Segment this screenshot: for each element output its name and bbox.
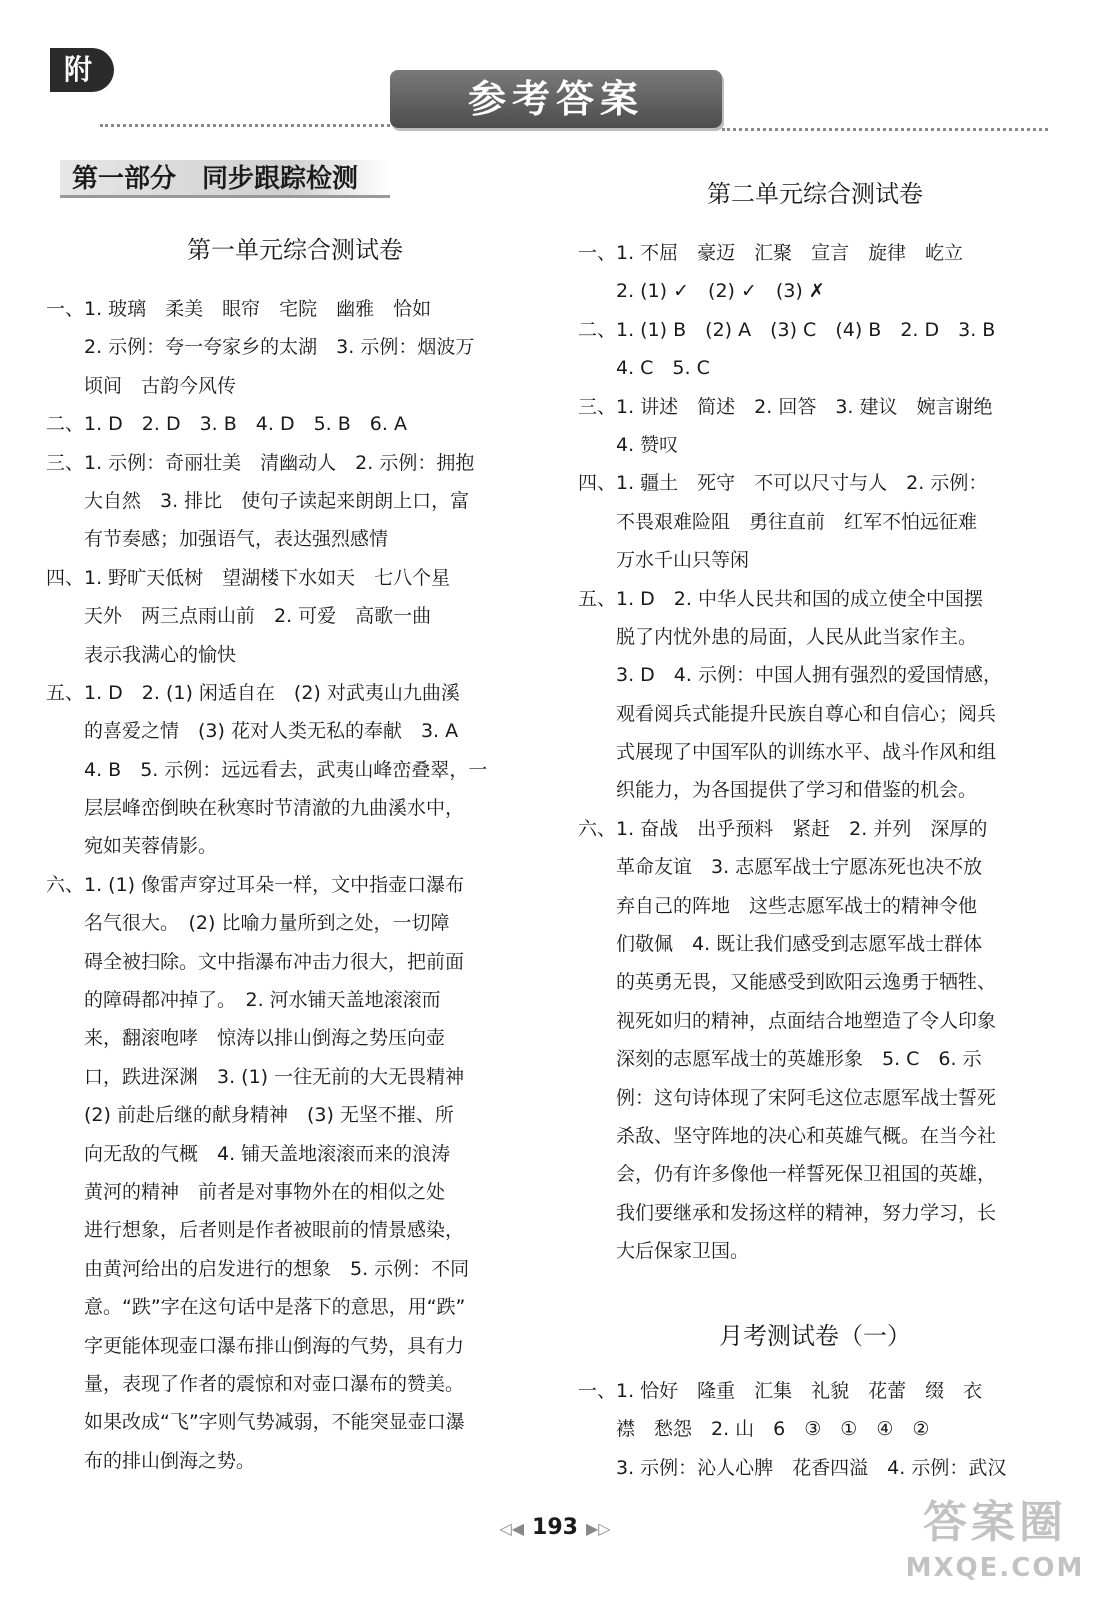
answer-line: 四、1. 疆土 死守 不可以尺寸与人 2. 示例： [578, 472, 988, 495]
answer-line: 向无敌的气概 4. 铺天盖地滚滚而来的浪涛 [46, 1142, 451, 1165]
answer-line: 革命友谊 3. 志愿军战士宁愿冻死也决不放 [578, 856, 983, 879]
answer-line: 黄河的精神 前者是对事物外在的相似之处 [46, 1180, 446, 1203]
answer-line: 如果改成“飞”字则气势减弱，不能突显壶口瀑 [46, 1411, 465, 1434]
watermark-line2: MXQE.COM [905, 1553, 1085, 1583]
answer-line: 视死如归的精神，点面结合地塑造了令人印象 [578, 1009, 997, 1032]
answer-line: 式展现了中国军队的训练水平、战斗作风和组 [578, 741, 997, 764]
appendix-tab: 附 [50, 48, 114, 92]
answer-line: 襟 愁怨 2. 山 6 ③ ① ④ ② [578, 1418, 930, 1441]
answer-line: 3. D 4. 示例：中国人拥有强烈的爱国情感， [578, 664, 1002, 687]
answer-line: 的障碍都冲掉了。 2. 河水铺天盖地滚滚而 [46, 989, 441, 1012]
answer-line: 2. (1) ✓ (2) ✓ (3) ✗ [578, 280, 825, 303]
answer-line: 观看阅兵式能提升民族自尊心和自信心；阅兵 [578, 702, 997, 725]
left-answer-column [46, 290, 546, 1480]
answer-line: 2. 示例：夸一夸家乡的太湖 3. 示例：烟波万 [46, 336, 475, 359]
answer-line: 织能力，为各国提供了学习和借鉴的机会。 [578, 779, 978, 802]
answer-line: 们敬佩 4. 既让我们感受到志愿军战士群体 [578, 933, 983, 956]
answer-line: 由黄河给出的启发进行的想象 5. 示例：不同 [46, 1257, 470, 1280]
right-section-title: 第二单元综合测试卷 [707, 180, 923, 208]
answer-line: 层层峰峦倒映在秋寒时节清澈的九曲溪水中， [46, 797, 465, 820]
monthly-test-title: 月考测试卷（一） [719, 1322, 911, 1350]
answer-line: 口，跌进深渊 3. (1) 一往无前的大无畏精神 [46, 1065, 465, 1088]
answer-line: 宛如芙蓉倩影。 [46, 835, 218, 858]
page-footer [480, 1510, 630, 1546]
next-arrow-icon: ▶▷ [585, 1519, 611, 1538]
answer-line: 有节奏感；加强语气，表达强烈感情 [46, 528, 389, 551]
answer-line: 六、1. 奋战 出乎预料 紧赶 2. 并列 深厚的 [578, 817, 988, 840]
answer-line: 万水千山只等闲 [578, 549, 750, 572]
answer-line: 深刻的志愿军战士的英雄形象 5. C 6. 示 [578, 1048, 982, 1071]
answer-line: 三、1. 讲述 简述 2. 回答 3. 建议 婉言谢绝 [578, 395, 993, 418]
answer-line: 二、1. D 2. D 3. B 4. D 5. B 6. A [46, 413, 407, 436]
answer-line: 六、1. (1) 像雷声穿过耳朵一样，文中指壶口瀑布 [46, 873, 465, 896]
answer-line: 一、1. 不屈 豪迈 汇聚 宣言 旋律 屹立 [578, 242, 964, 264]
answer-line: 的英勇无畏，又能感受到欧阳云逸勇于牺牲、 [578, 971, 997, 994]
answer-line: 顷间 古韵今风传 [46, 374, 237, 397]
answer-line: 会，仍有许多像他一样誓死保卫祖国的英雄， [578, 1163, 997, 1186]
right-answer-column [578, 234, 1078, 1271]
answer-line: 我们要继承和发扬这样的精神，努力学习，长 [578, 1201, 997, 1224]
dotted-divider-left [100, 124, 390, 127]
answer-line: 不畏艰难险阻 勇往直前 红军不怕远征难 [578, 510, 978, 533]
answer-line: 一、1. 恰好 隆重 汇集 礼貌 花蕾 缀 衣 [578, 1380, 983, 1402]
answer-line: 五、1. D 2. 中华人民共和国的成立使全中国摆 [578, 587, 983, 610]
answer-line: 4. B 5. 示例：远远看去，武夷山峰峦叠翠，一 [46, 758, 488, 781]
answer-line: 3. 示例：沁人心脾 花香四溢 4. 示例：武汉 [578, 1456, 1007, 1479]
site-watermark [900, 1495, 1090, 1595]
answer-line: 布的排山倒海之势。 [46, 1449, 256, 1472]
answer-line: 脱了内忧外患的局面，人民从此当家作主。 [578, 625, 978, 648]
answer-line: 的喜爱之情 (3) 花对人类无私的奉献 3. A [46, 720, 459, 743]
answer-line: 天外 两三点雨山前 2. 可爱 高歌一曲 [46, 605, 432, 628]
answer-line: 四、1. 野旷天低树 望湖楼下水如天 七八个星 [46, 566, 451, 589]
monthly-test-answers [578, 1372, 1078, 1487]
page-number: 193 [532, 1515, 578, 1540]
answer-line: 表示我满心的愉快 [46, 643, 237, 666]
answer-line: 量，表现了作者的震惊和对壶口瀑布的赞美。 [46, 1372, 465, 1395]
answer-line: 五、1. D 2. (1) 闲适自在 (2) 对武夷山九曲溪 [46, 681, 460, 704]
answer-line: 例：这句诗体现了宋阿毛这位志愿军战士誓死 [578, 1086, 997, 1109]
answer-line: 三、1. 示例：奇丽壮美 清幽动人 2. 示例：拥抱 [46, 451, 475, 474]
dotted-divider-right [722, 128, 1048, 131]
watermark-line1: 答案圈 [923, 1497, 1067, 1548]
answer-line: 一、1. 玻璃 柔美 眼帘 宅院 幽雅 恰如 [46, 298, 432, 320]
answer-line: 名气很大。 (2) 比喻力量所到之处，一切障 [46, 912, 450, 935]
answer-line: 二、1. (1) B (2) A (3) C (4) B 2. D 3. B [578, 318, 996, 341]
left-section-title: 第一单元综合测试卷 [187, 236, 403, 264]
answer-line: 来，翻滚咆哮 惊涛以排山倒海之势压向壶 [46, 1027, 446, 1050]
answer-line: 4. 赞叹 [578, 433, 679, 456]
answer-line: 碍全被扫除。文中指瀑布冲击力很大，把前面 [46, 950, 465, 973]
answer-line: 大后保家卫国。 [578, 1240, 750, 1263]
answer-line: (2) 前赴后继的献身精神 (3) 无坚不摧、所 [46, 1104, 454, 1127]
prev-arrow-icon: ◁◀ [499, 1519, 525, 1538]
answer-line: 字更能体现壶口瀑布排山倒海的气势，具有力 [46, 1334, 465, 1357]
answer-line: 4. C 5. C [578, 357, 710, 380]
answer-line: 杀敌、坚守阵地的决心和英雄气概。在当今社 [578, 1124, 997, 1147]
answer-line: 进行想象，后者则是作者被眼前的情景感染， [46, 1219, 465, 1242]
page-title: 参考答案 [390, 70, 722, 128]
answer-line: 大自然 3. 排比 使句子读起来朗朗上口，富 [46, 489, 470, 512]
answer-line: 弃自己的阵地 这些志愿军战士的精神令他 [578, 894, 978, 917]
part-heading: 第一部分 同步跟踪检测 [60, 160, 390, 198]
answer-line: 意。“跌”字在这句话中是落下的意思，用“跌” [46, 1296, 466, 1319]
